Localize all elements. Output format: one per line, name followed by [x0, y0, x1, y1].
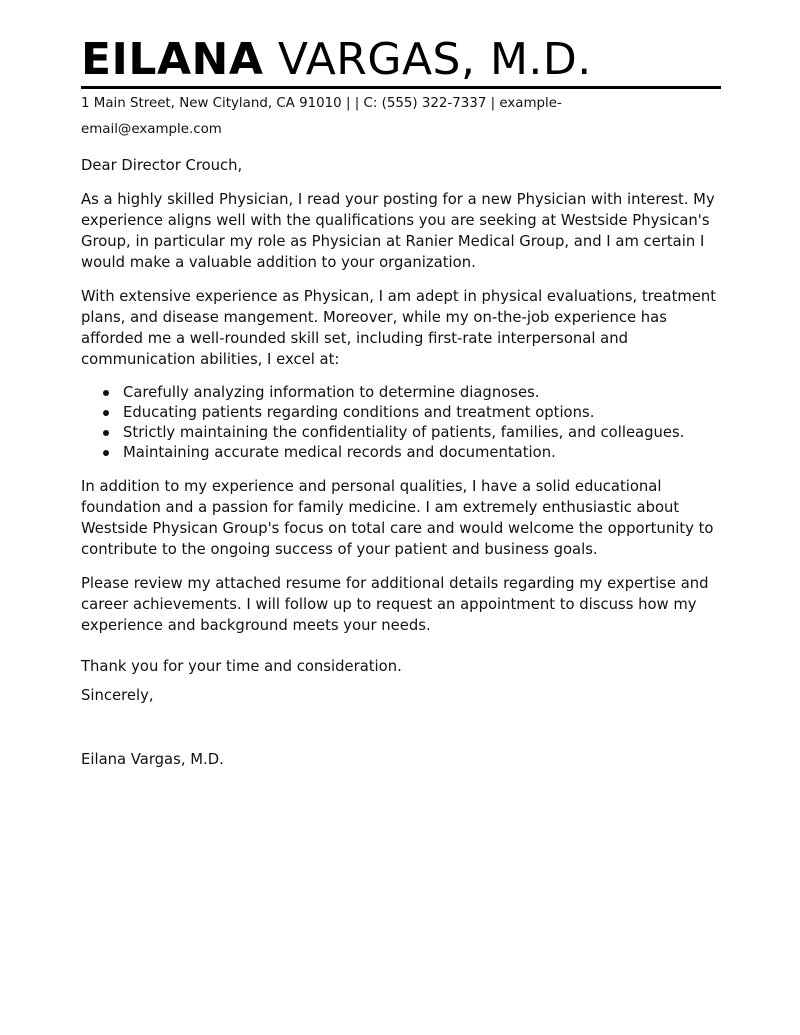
bullet-icon: [103, 390, 109, 396]
paragraph-intro: As a highly skilled Physician, I read your posting for a new Physician with interest. My experience aligns well with the qualifications you are seeking at Westside Physican's Group, in particular my role as Physician at Ranier Medical Group, and I am certain I would make a valuable addition to your organization.: [81, 191, 715, 271]
applicant-name: [81, 34, 721, 86]
applicant-first-name: EILANA: [81, 34, 264, 85]
skills-list: [81, 383, 721, 463]
letter-body: [81, 155, 721, 770]
header-divider: [81, 86, 721, 89]
list-item: [81, 423, 721, 443]
list-item-text: Carefully analyzing information to determine diagnoses.: [123, 384, 540, 401]
list-item-text: Maintaining accurate medical records and documentation.: [123, 444, 556, 461]
paragraph-education: In addition to my experience and personal qualities, I have a solid educational foundation and a passion for family medicine. I am extremely enthusiastic about Westside Physican Group's focus on total care and would welcome the opportunity to contribute to the ongoing success of your patient and business goals.: [81, 478, 714, 558]
contact-info: 1 Main Street, New Cityland, CA 91010 | | C: (555) 322-7337 | example-email@example.com: [81, 96, 562, 137]
list-item: [81, 383, 721, 403]
list-item: [81, 443, 721, 463]
closing-thanks: Thank you for your time and consideration.: [81, 658, 402, 675]
list-item-text: Strictly maintaining the confidentiality of patients, families, and colleagues.: [123, 424, 685, 441]
signature-name: Eilana Vargas, M.D.: [81, 751, 224, 768]
salutation: Dear Director Crouch,: [81, 157, 243, 174]
sign-off: Sincerely,: [81, 687, 154, 704]
bullet-icon: [103, 410, 109, 416]
paragraph-experience: With extensive experience as Physican, I am adept in physical evaluations, treatment plans, and disease mangement. Moreover, while my on-the-job experience has afforded me a well-rounded skill set, including first-rate interpersonal and communication abilities, I excel at:: [81, 288, 717, 368]
paragraph-follow-up: Please review my attached resume for additional details regarding my expertise and career achievements. I will follow up to request an appointment to discuss how my experience and background meets your needs.: [81, 575, 709, 634]
applicant-last-name: VARGAS, M.D.: [277, 34, 592, 85]
list-item: [81, 403, 721, 423]
list-item-text: Educating patients regarding conditions and treatment options.: [123, 404, 595, 421]
bullet-icon: [103, 430, 109, 436]
bullet-icon: [103, 450, 109, 456]
cover-letter-page: [81, 34, 721, 770]
